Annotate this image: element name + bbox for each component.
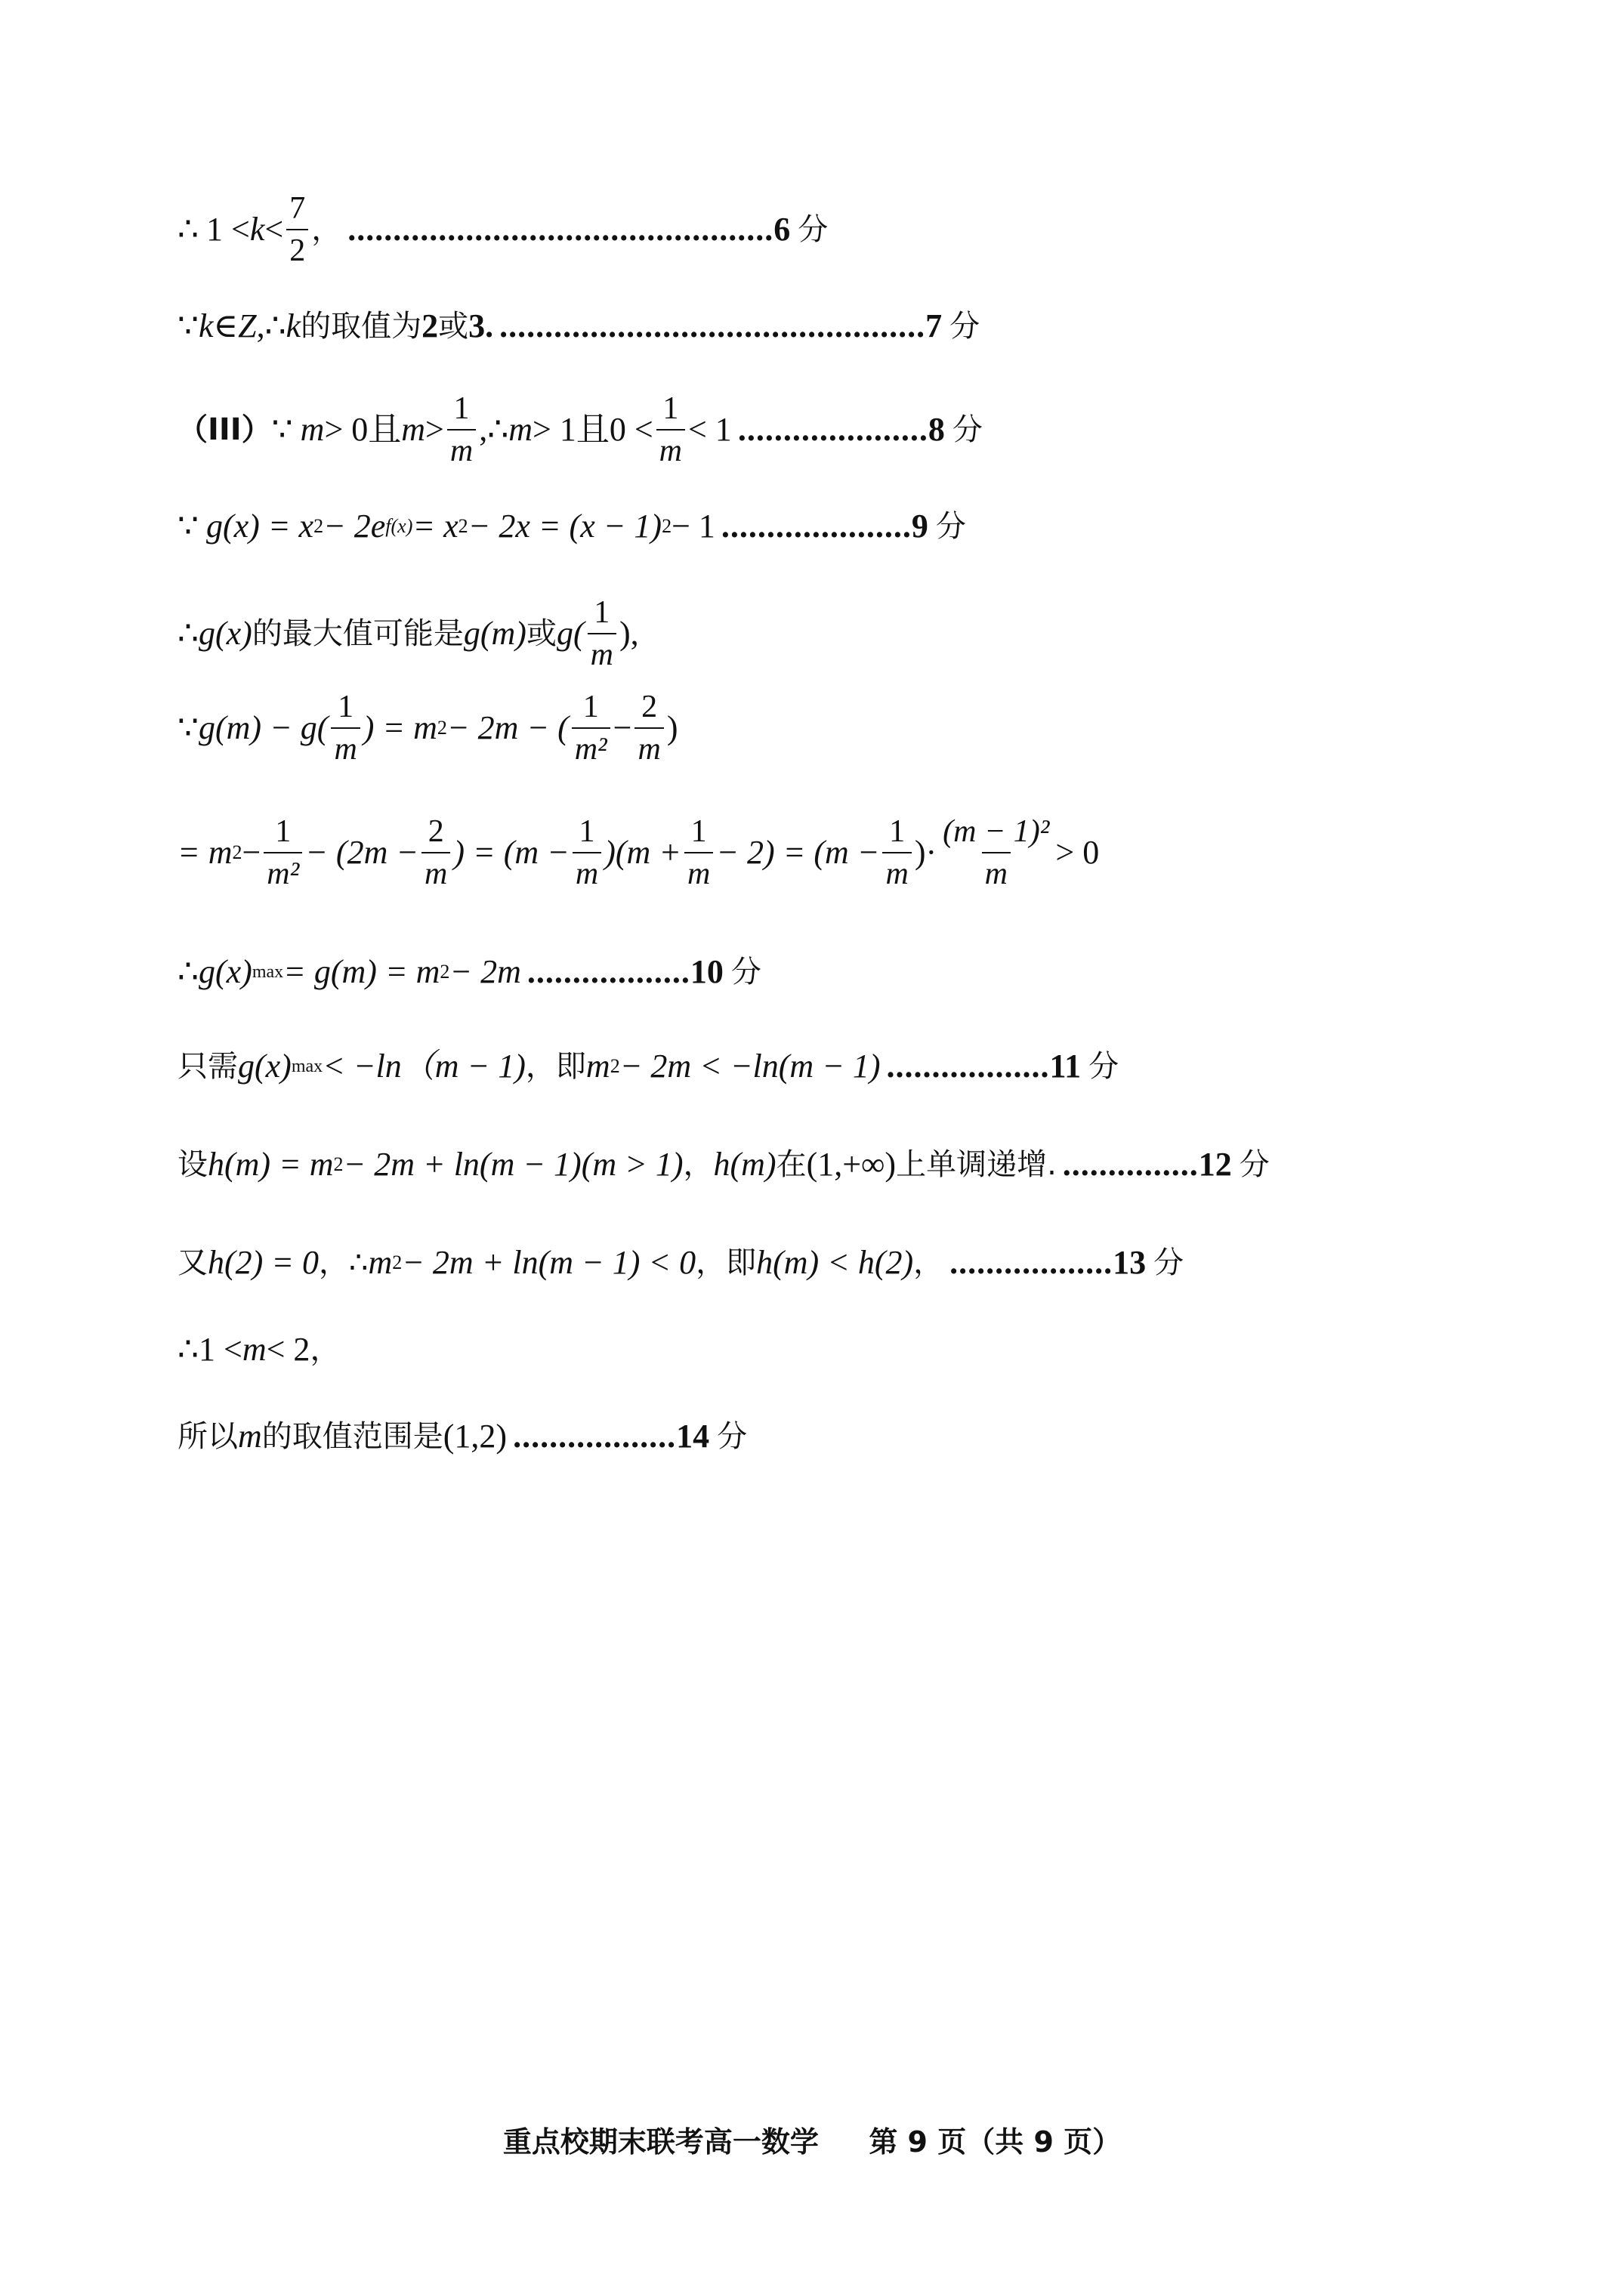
score-unit: 分 (717, 1419, 748, 1454)
fraction (882, 816, 911, 890)
step-line-12: 设 h(m) = m 2 − 2m + ln(m − 1)(m > 1) ， h(m) 在 (1,+∞) 上单调递增. ............... 12 分 (178, 1146, 1270, 1183)
set-symbol: Z (238, 307, 257, 344)
numerator: 1 (582, 690, 599, 724)
score: 9 (911, 508, 928, 545)
text: ， (683, 1147, 714, 1182)
footer-title: 重点校期末联考高一数学 (502, 2125, 819, 2159)
expr: ) = m (363, 709, 437, 746)
expr: − 2) = (m − (716, 834, 880, 871)
leader-dots: .................. (949, 1244, 1113, 1281)
numerator: 1 (594, 595, 610, 630)
expr: g(x) (199, 953, 252, 990)
because-symbol: ∵ (178, 307, 199, 344)
denominator: 2 (286, 229, 308, 267)
numerator: 1 (662, 391, 679, 426)
comma: ， (311, 212, 342, 247)
fraction (286, 193, 308, 267)
numerator: (m − 1)² (943, 814, 1050, 849)
expr: < (264, 211, 284, 248)
text: 或 (526, 616, 557, 651)
score-unit: 分 (730, 955, 761, 989)
because-symbol: ∵ (178, 508, 199, 545)
denominator: m (982, 852, 1011, 890)
score-unit: 分 (949, 309, 980, 344)
denominator: m (421, 852, 450, 890)
denominator: m (882, 852, 911, 890)
expr: > 0 (1055, 834, 1100, 871)
text: 又 (178, 1245, 208, 1280)
denominator: m (634, 727, 663, 765)
text: 的最大值可能是 (252, 616, 464, 651)
leader-dots: ..................... (721, 508, 912, 545)
score: 11 (1049, 1048, 1082, 1085)
step-line-10: ∴ g(x) max = g(m) = m 2 − 2m .................. 10 分 (178, 953, 761, 990)
expr: − 2m + ln(m − 1) < 0 (402, 1244, 696, 1281)
expr: = m (178, 834, 233, 871)
expr: ,∴ (256, 307, 286, 344)
score-unit: 分 (1088, 1049, 1119, 1084)
fraction (634, 691, 663, 765)
expr: − 2x = (x − 1) (468, 508, 662, 545)
expr: − 2m < −ln(m − 1) (619, 1048, 881, 1085)
numerator: 2 (641, 690, 658, 724)
numerator: 1 (690, 814, 707, 849)
part-label: （III） (178, 412, 272, 447)
expr: − 2m (449, 953, 521, 990)
expr: > 1且0 < (533, 411, 653, 448)
interval: (1,2) (443, 1418, 508, 1455)
expr: h(2) = 0 (208, 1244, 319, 1281)
expr: g(x) = x (206, 508, 314, 545)
expr: > 0且 (324, 411, 402, 448)
score: 6 (773, 211, 791, 248)
denominator: m (573, 852, 601, 890)
because-symbol: ∵ (271, 411, 293, 448)
text: 的取值范围是 (261, 1419, 443, 1454)
fraction (264, 816, 302, 890)
step-line-13: 又 h(2) = 0 ，∴ m 2 − 2m + ln(m − 1) < 0 ，即 h(m) < h(2) ， .................. 13 分 (178, 1244, 1184, 1281)
step-line-14 (178, 1420, 747, 1453)
expr: = x (412, 508, 458, 545)
expr: g(x) (238, 1048, 292, 1085)
text: 的取值为 (301, 309, 422, 344)
expr: g( (556, 615, 585, 652)
expr: g(x) (199, 615, 252, 652)
text: 只需 (178, 1049, 238, 1084)
var: k (249, 211, 265, 248)
text: 所以 (178, 1419, 238, 1454)
var: k (199, 307, 214, 344)
var: m (401, 411, 426, 448)
fraction (940, 816, 1052, 890)
expr: ) = (m − (453, 834, 570, 871)
var: m (585, 1048, 610, 1085)
therefore-symbol: ∴ (178, 1331, 199, 1368)
numerator: 1 (453, 391, 470, 426)
denominator: m (684, 852, 713, 890)
expr: h(m) (713, 1146, 776, 1183)
text: 在 (776, 1147, 807, 1182)
value: 2 (421, 307, 439, 344)
expr: − (613, 709, 632, 746)
step-line-7 (178, 307, 980, 344)
score: 7 (925, 307, 943, 344)
denominator: m (331, 727, 360, 765)
expr: < −ln（m − 1) (323, 1048, 526, 1085)
text: 上单调递增. (896, 1147, 1057, 1182)
fraction (572, 691, 610, 765)
var: m (242, 1331, 267, 1368)
denominator: m² (264, 852, 302, 890)
fraction (573, 816, 601, 890)
step-line-difference: ∵ g(m) − g( $\frac{1}{m}$ ) = m 2 − 2m − ( $\frac{1}{\text{m²}}$ − $\frac{2}{m}$ ) (178, 690, 678, 767)
expr: 1 < (199, 1331, 242, 1368)
expr: − 2m + ln(m − 1)(m > 1) (343, 1146, 684, 1183)
text: 设 (178, 1147, 208, 1182)
numerator: 1 (338, 690, 354, 724)
text: ，即 (525, 1049, 586, 1084)
text: ，即 (696, 1245, 757, 1280)
fraction (684, 816, 713, 890)
score: 10 (690, 953, 724, 990)
therefore-symbol: ∴ (178, 953, 199, 990)
score: 14 (676, 1418, 710, 1455)
expr: ) (666, 709, 678, 746)
numerator: 2 (428, 814, 444, 849)
expr: − (2m − (305, 834, 419, 871)
text: ，∴ (319, 1245, 369, 1280)
fraction (331, 691, 360, 765)
score-unit: 分 (798, 212, 829, 247)
comma: ， (310, 1332, 341, 1367)
fraction (588, 597, 616, 671)
step-line-expansion: = m 2 − $\frac{1}{\text{m²}}$ − (2m − $\frac{2}{m}$ ) = (m − $\frac{1}{m}$ )(m + $\frac{1}{m}$ − 2) = (m − $\frac{1}{m}$ )· $\frac{\text{(m − 1)²}}{m}$ > 0 (178, 814, 1100, 891)
expr: ,∴ (479, 411, 509, 448)
expr: h(m) = m (208, 1146, 334, 1183)
leader-dots: .................. (526, 953, 690, 990)
leader-dots: ............................................... (347, 211, 774, 248)
expr: = g(m) = m (283, 953, 440, 990)
fraction (656, 393, 685, 467)
numerator: 1 (579, 814, 595, 849)
expr: h(m) < h(2) (756, 1244, 914, 1281)
expr: 1 < (206, 211, 250, 248)
expr: > (425, 411, 444, 448)
leader-dots: ..................... (737, 411, 928, 448)
step-line-6 (178, 193, 828, 267)
expr: − 2e (323, 508, 386, 545)
numerator: 7 (289, 191, 306, 226)
expr: )· (914, 834, 937, 871)
expr: < 2 (266, 1331, 310, 1368)
denominator: m (656, 429, 685, 467)
denominator: m (447, 429, 476, 467)
expr: g(m) (463, 615, 526, 652)
expr: − (242, 834, 261, 871)
because-symbol: ∵ (178, 709, 199, 746)
expr: g(m) − g( (199, 709, 329, 746)
expr: − 1 (672, 508, 715, 545)
leader-dots: .................. (513, 1418, 677, 1455)
expr: )(m + (604, 834, 681, 871)
var: k (286, 307, 301, 344)
var: m (368, 1244, 393, 1281)
leader-dots: ............... (1062, 1146, 1199, 1183)
therefore-symbol: ∴ (178, 211, 199, 248)
var: m (300, 411, 325, 448)
step-line-8 (178, 393, 983, 467)
score: 13 (1113, 1244, 1147, 1281)
var: m (508, 411, 533, 448)
score-unit: 分 (1239, 1147, 1270, 1182)
score: 12 (1198, 1146, 1232, 1183)
score-unit: 分 (1153, 1245, 1184, 1280)
step-line-range (178, 1333, 340, 1366)
denominator: m (588, 633, 616, 671)
score: 8 (928, 411, 945, 448)
expr: − 2m − ( (446, 709, 569, 746)
fraction (421, 816, 450, 890)
footer-page-number: 第 9 页（共 9 页） (869, 2125, 1122, 2159)
fraction (447, 393, 476, 467)
leader-dots: .................. (886, 1048, 1050, 1085)
step-line-11: 只需 g(x) max < −ln（m − 1) ，即 m 2 − 2m < −ln(m − 1) .................. 11 分 (178, 1048, 1119, 1085)
var: m (238, 1418, 262, 1455)
numerator: 1 (275, 814, 292, 849)
expr: ), (619, 615, 639, 652)
page-footer (0, 2119, 1624, 2160)
leader-dots: ............................................... (499, 307, 926, 344)
score-unit: 分 (952, 412, 983, 447)
numerator: 1 (889, 814, 906, 849)
expr: ∈ (213, 307, 239, 344)
text: 或 (438, 309, 469, 344)
text: ， (913, 1245, 944, 1280)
denominator: m² (572, 727, 610, 765)
interval: (1,+∞) (806, 1146, 897, 1183)
step-line-max-candidates (178, 597, 639, 671)
score-unit: 分 (935, 509, 966, 544)
step-line-9: ∵ g(x) = x 2 − 2e f(x) = x 2 − 2x = (x − 1) 2 − 1 ..................... 9 分 (178, 508, 966, 545)
therefore-symbol: ∴ (178, 615, 199, 652)
value: 3. (468, 307, 494, 344)
expr: < 1 (687, 411, 732, 448)
